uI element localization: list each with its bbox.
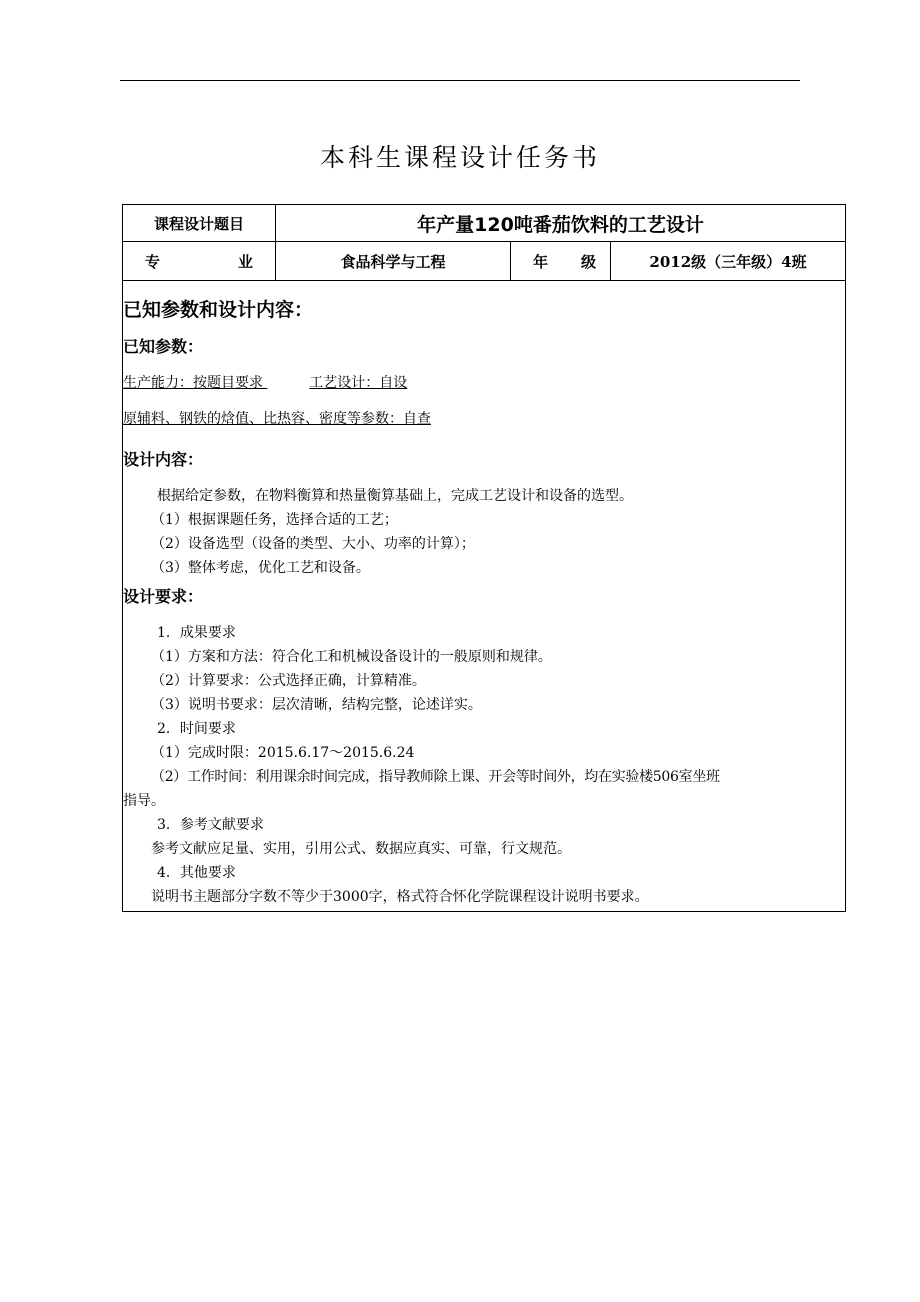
requirement-heading: 4．其他要求 [157,865,236,881]
grade-label-a: 年 [533,252,549,271]
design-item: （2）设备选型（设备的类型、大小、功率的计算）； [151,536,475,552]
requirement-heading: 2．时间要求 [157,721,236,737]
major-label [123,242,276,281]
document-title: 本科生课程设计任务书 [319,143,600,172]
grade-value: 2012级（三年级）4班 [611,242,846,281]
section-title: 已知参数和设计内容： [123,299,314,321]
requirements-title: 设计要求： [123,587,204,606]
content-row [123,281,846,912]
params-title: 已知参数： [123,337,204,356]
params-capacity: 生产能力：按题目要求 [123,375,263,391]
design-intro: 根据给定参数，在物料衡算和热量衡算基础上，完成工艺设计和设备的选型。 [157,488,633,504]
requirement-heading: 3．参考文献要求 [157,817,264,833]
design-title: 设计内容： [123,450,204,469]
content-cell [123,281,846,912]
params-materials: 原辅料、钢铁的焓值、比热容、密度等参数：自查 [123,411,431,427]
requirement-item-continued: 指导。 [123,793,165,809]
major-label-b: 业 [237,252,253,271]
task-form-table [122,204,846,912]
requirement-item: 说明书主题部分字数不等少于3000字，格式符合怀化学院课程设计说明书要求。 [151,889,649,905]
topic-row [123,205,846,242]
design-item: （1）根据课题任务，选择合适的工艺； [151,512,398,528]
requirement-item: （1）方案和方法：符合化工和机械设备设计的一般原则和规律。 [151,649,552,665]
topic-value: 年产量120吨番茄饮料的工艺设计 [276,205,846,242]
requirement-item: （1）完成时限：2015.6.17～2015.6.24 [151,745,415,761]
major-label-a: 专 [145,252,161,271]
params-process: 工艺设计：自设 [309,375,408,391]
grade-label [511,242,611,281]
header-rule [120,80,800,81]
requirement-item: （2）工作时间：利用课余时间完成，指导教师除上课、开会等时间外，均在实验楼506室坐班 [151,769,720,785]
requirement-item: （3）说明书要求：层次清晰，结构完整，论述详实。 [151,697,482,713]
design-item: （3）整体考虑，优化工艺和设备。 [151,560,370,576]
requirement-item: （2）计算要求：公式选择正确，计算精准。 [151,673,426,689]
params-line-2 [123,409,845,429]
topic-label: 课程设计题目 [123,205,276,242]
requirement-item: 参考文献应足量、实用，引用公式、数据应真实、可靠，行文规范。 [151,841,571,857]
params-line-1 [123,373,845,393]
requirement-heading: 1．成果要求 [157,625,236,641]
major-grade-row [123,242,846,281]
grade-label-b: 级 [580,252,596,271]
major-value: 食品科学与工程 [276,242,511,281]
